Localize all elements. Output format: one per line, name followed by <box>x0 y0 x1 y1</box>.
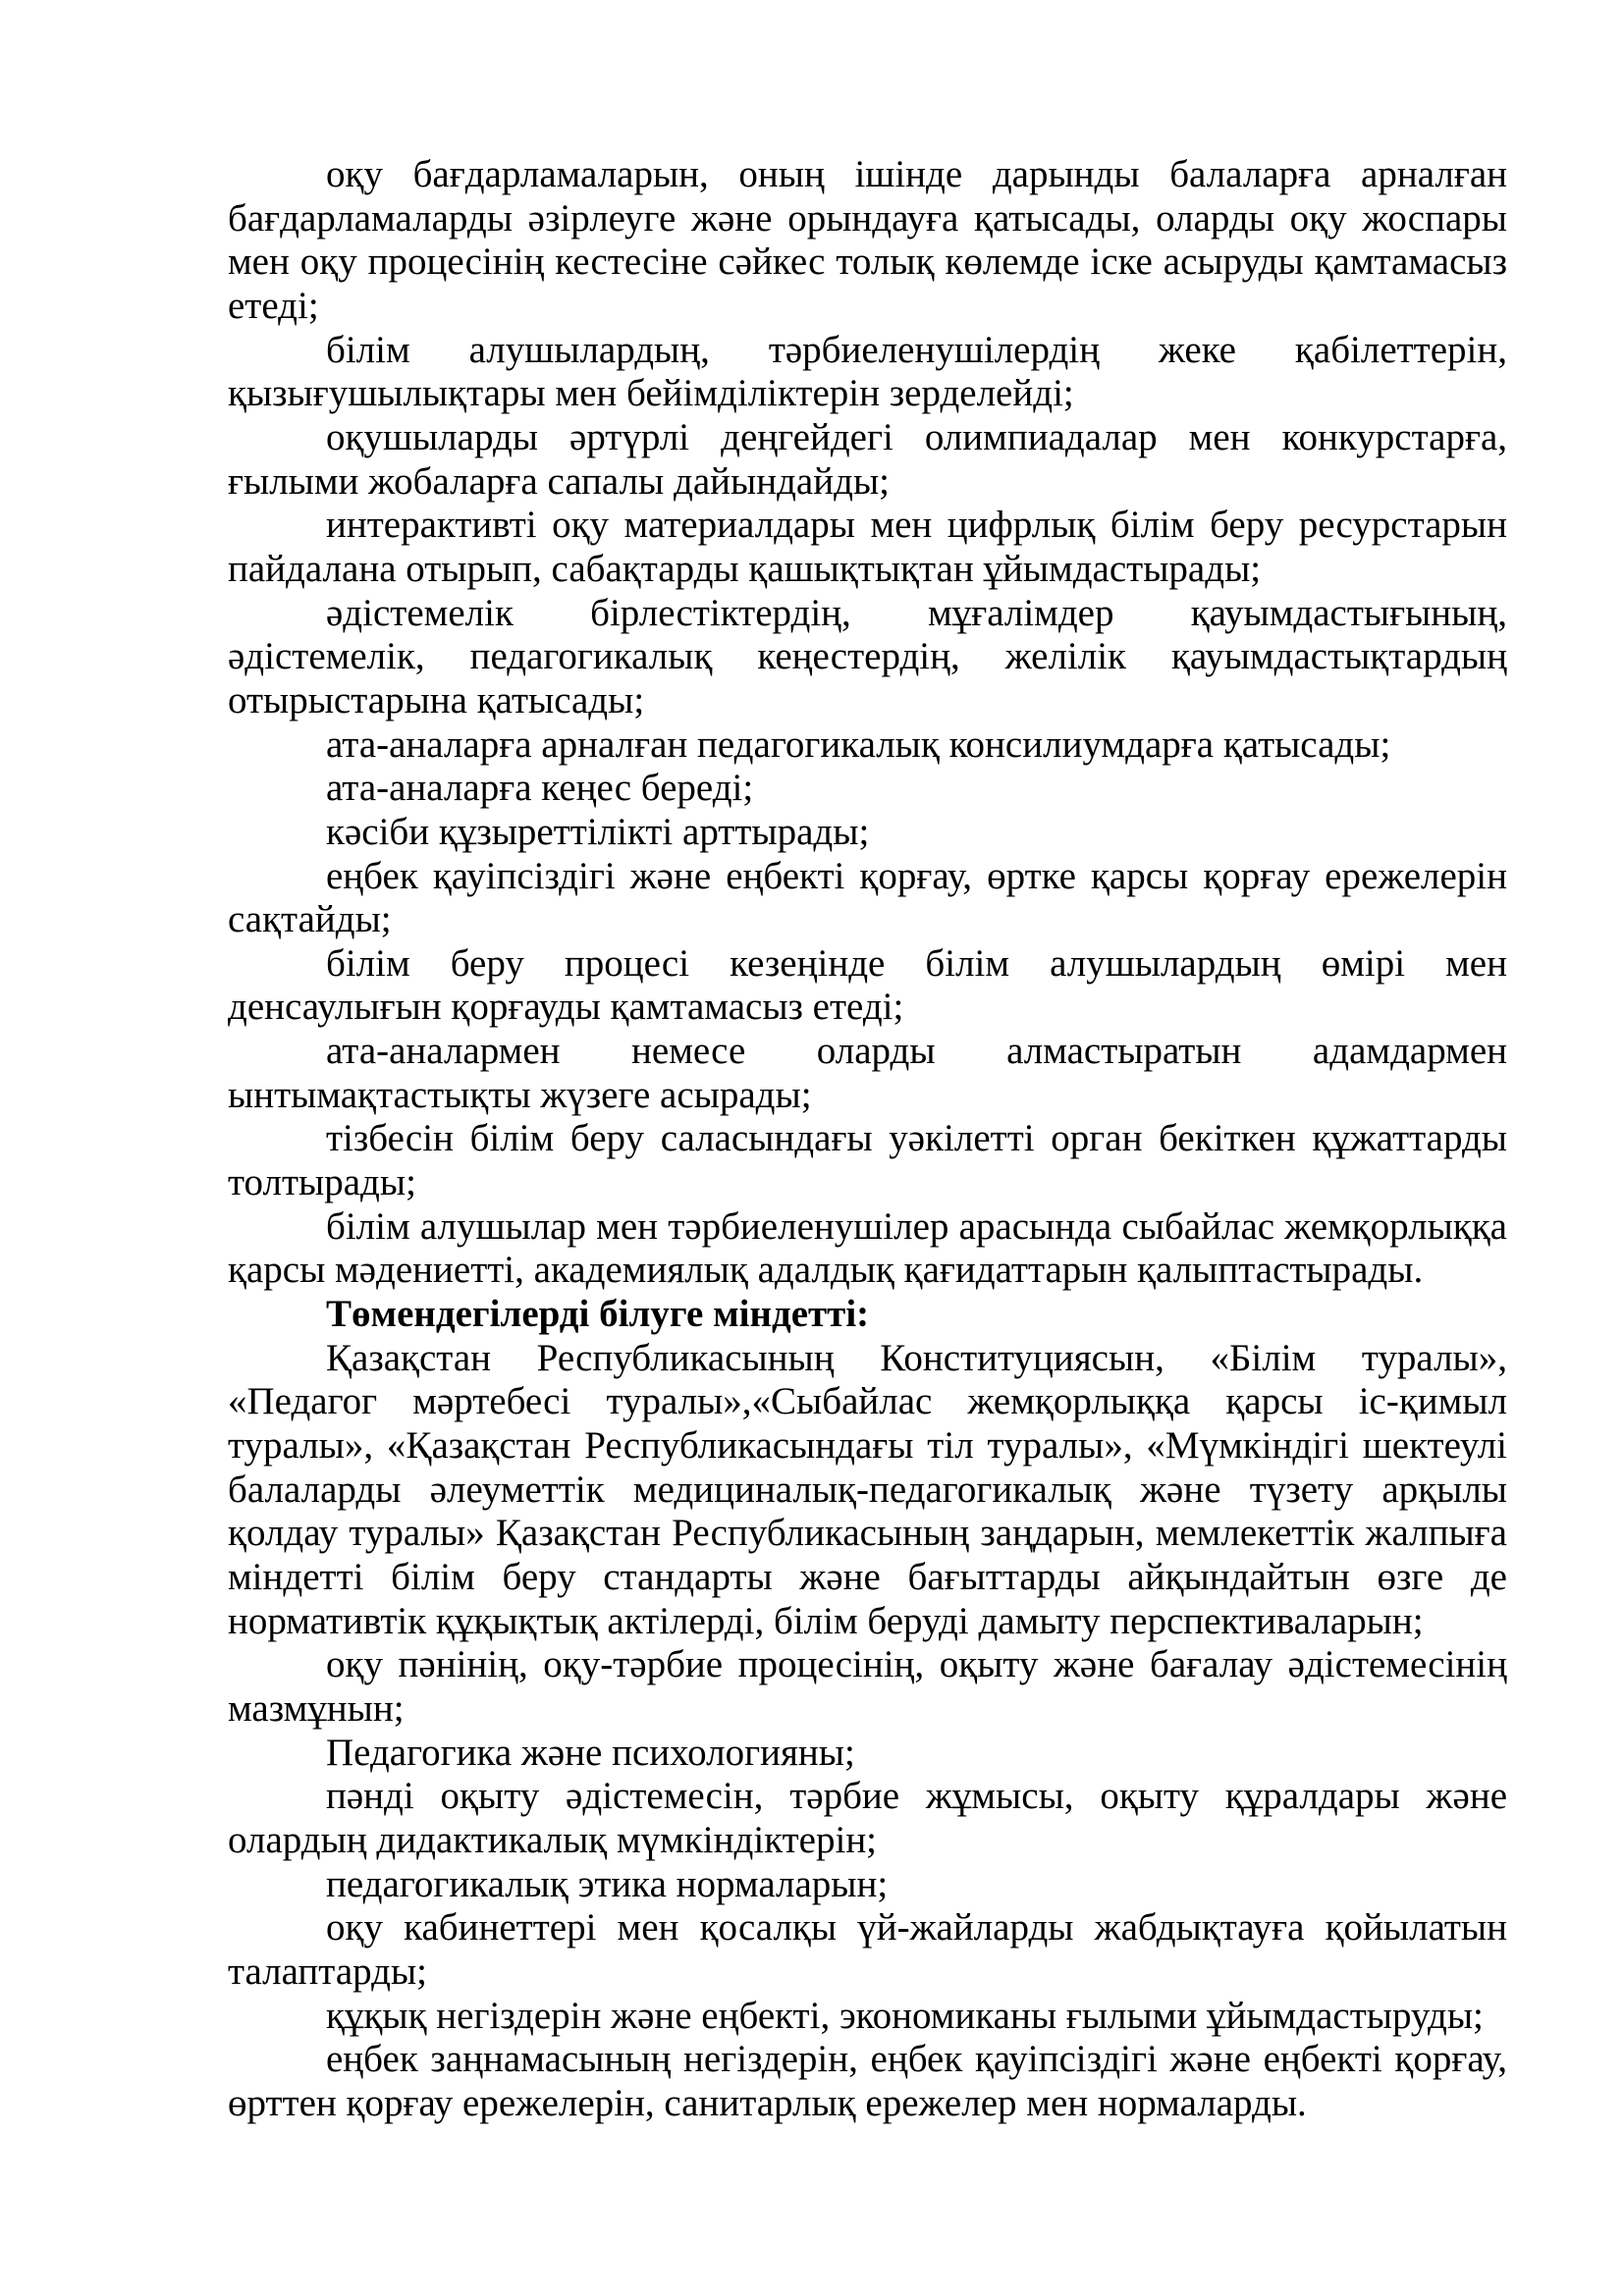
document-text-block <box>228 153 1507 2126</box>
paragraph: еңбек заңнамасының негіздерін, еңбек қауіпсіздігі және еңбекті қорғау, өрттен қорғау ережелерін, санитарлық ережелер мен нормаларды. <box>228 2038 1507 2124</box>
paragraph: білім алушылар мен тәрбиеленушілер арасында сыбайлас жемқорлыққа қарсы мәдениетті, академиялық адалдық қағидаттарын қалыптастырады. <box>228 1204 1507 1292</box>
paragraph: еңбек қауіпсіздігі және еңбекті қорғау, өртке қарсы қорғау ережелерін сақтайды; <box>228 854 1507 941</box>
section-heading: Төмендегілерді білуге міндетті: <box>326 1293 870 1336</box>
paragraph: ата-аналарға арналған педагогикалық консилиумдарға қатысады; <box>326 722 1391 766</box>
paragraph: білім алушылардың, тәрбиеленушілердің жеке қабілеттерін, қызығушылықтары мен бейімділіктерін зерделейді; <box>228 328 1507 415</box>
paragraph: кәсіби құзыреттілікті арттырады; <box>326 810 870 853</box>
paragraph: құқық негіздерін және еңбекті, экономиканы ғылыми ұйымдастыруды; <box>326 1994 1484 2037</box>
paragraph: оқу пәнінің, оқу-тәрбие процесінің, оқыту және бағалау әдістемесінің мазмұнын; <box>228 1643 1507 1730</box>
paragraph: білім беру процесі кезеңінде білім алушылардың өмірі мен денсаулығын қорғауды қамтамасыз етеді; <box>228 941 1507 1029</box>
paragraph: Қазақстан Республикасының Конституциясын, «Білім туралы», «Педагог мәртебесі туралы»,«Сыбайлас жемқорлыққа қарсы іс-қимыл туралы», «Қазақстан Республикасындағы тіл туралы», «Мүмкіндігі шектеулі балаларды әлеуметтік медициналық-педагогикалық және түзету арқылы қолдау туралы» Қазақстан Республикасының заңдарын, мемлекеттік жалпыға міндетті білім беру стандарты және бағыттарды айқындайтын өзге де нормативтік құқықтық актілерді, білім беруді дамыту перспективаларын; <box>228 1336 1507 1642</box>
paragraph: пәнді оқыту әдістемесін, тәрбие жұмысы, оқыту құралдары және олардың дидактикалық мүмкіндіктерін; <box>228 1775 1507 1861</box>
paragraph: оқу бағдарламаларын, оның ішінде дарынды балаларға арналған бағдарламаларды әзірлеуге және орындауға қатысады, оларды оқу жоспары мен оқу процесінің кестесіне сәйкес толық көлемде іске асыруды қамтамасыз етеді; <box>228 153 1507 327</box>
paragraph: ата-аналармен немесе оларды алмастыратын адамдармен ынтымақтастықты жүзеге асырады; <box>228 1030 1507 1116</box>
paragraph: әдістемелік бірлестіктердің, мұғалімдер қауымдастығының, әдістемелік, педагогикалық кеңестердің, желілік қауымдастықтардың отырыстарына қатысады; <box>228 591 1507 721</box>
paragraph: оқу кабинеттері мен қосалқы үй-жайларды жабдықтауға қойылатын талаптарды; <box>228 1906 1507 1993</box>
paragraph: оқушыларды әртүрлі деңгейдегі олимпиадалар мен конкурстарға, ғылыми жобаларға сапалы дайындайды; <box>228 415 1507 503</box>
paragraph: педагогикалық этика нормаларын; <box>326 1862 889 1905</box>
paragraph: Педагогика және психологияны; <box>326 1731 855 1774</box>
paragraph: ата-аналарға кеңес береді; <box>326 767 754 810</box>
paragraph: интерактивті оқу материалдары мен цифрлық білім беру ресурстарын пайдалана отырып, сабақтарды қашықтықтан ұйымдастырады; <box>228 504 1507 590</box>
paragraph: тізбесін білім беру саласындағы уәкілетті орган бекіткен құжаттарды толтырады; <box>228 1117 1507 1204</box>
